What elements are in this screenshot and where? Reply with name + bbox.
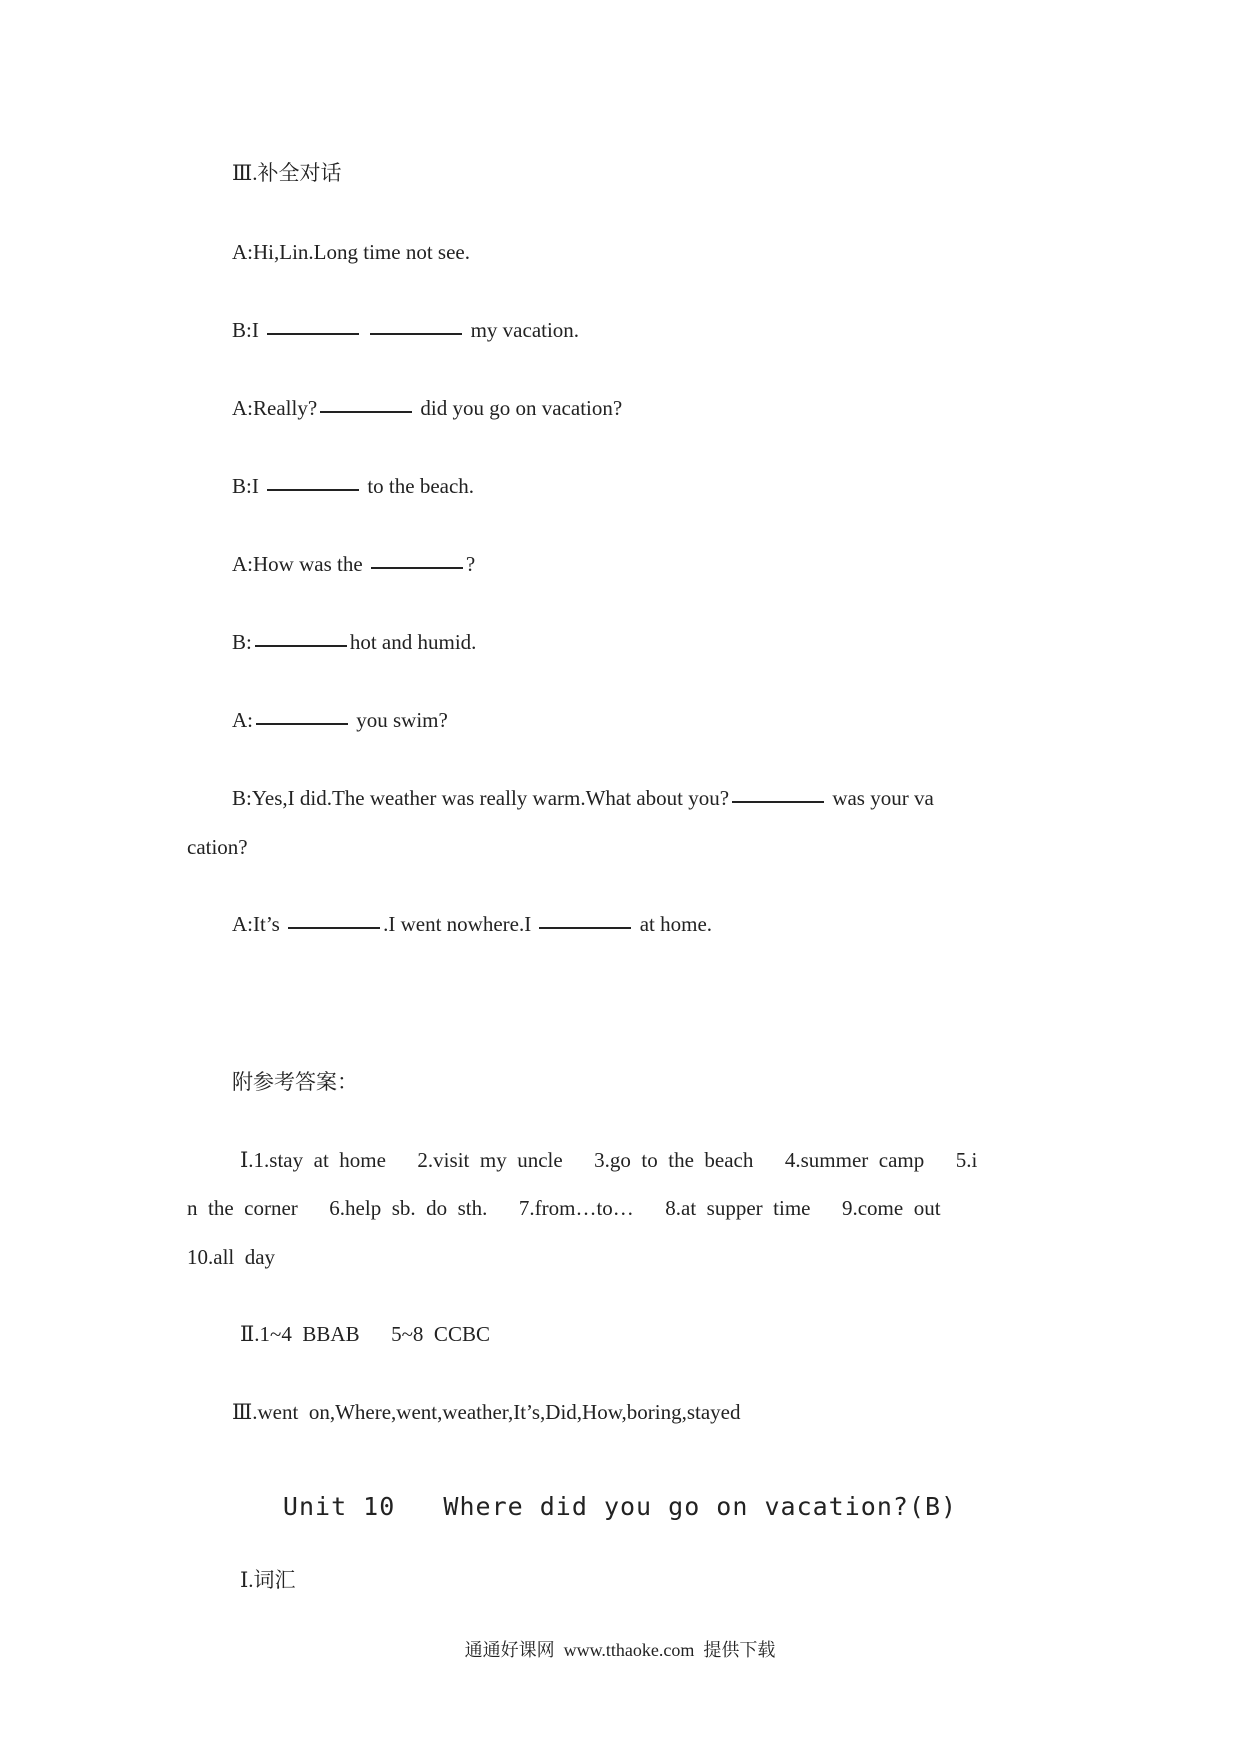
answers-part3: Ⅲ.went on,Where,went,weather,It’s,Did,How,boring,stayed [232,1400,741,1424]
dialogue-text: at home. [639,912,713,936]
dialogue-line-5 [232,554,475,575]
answers-part1-line3: 10.all day [187,1245,276,1269]
answer-blank [256,723,348,725]
answer-blank [371,567,463,569]
dialogue-line-1: A:Hi,Lin.Long time not see. [232,240,470,264]
answer-blank [320,411,412,413]
answer-blank [732,801,824,803]
dialogue-text: you swim? [356,708,448,732]
answer-blank [267,333,359,335]
dialogue-text: .I went nowhere.I [383,912,532,936]
answers-part1-line2: n the corner 6.help sb. do sth. 7.from…to… 8.at supper time 9.come out [187,1196,941,1220]
dialogue-text: ? [465,552,476,576]
dialogue-text: B:Yes,I did.The weather was really warm.What about you? [232,786,730,810]
dialogue-line-8 [232,788,934,809]
dialogue-text: hot and humid. [349,630,477,654]
answer-blank [255,645,347,647]
dialogue-text: B: [232,630,252,654]
answer-blank [370,333,462,335]
dialogue-line-9 [232,914,712,935]
answers-heading: 附参考答案： [232,1070,358,1094]
answers-part1-line1: Ⅰ.1.stay at home 2.visit my uncle 3.go to the beach 4.summer camp 5.i [240,1148,978,1172]
dialogue-text: was your va [832,786,934,810]
section-heading: Ⅰ.词汇 [240,1568,296,1592]
answer-blank [267,489,359,491]
dialogue-text: my vacation. [470,318,580,342]
answer-blank [288,927,380,929]
dialogue-text: did you go on vacation? [420,396,623,420]
page-footer: 通通好课网 www.tthaoke.com 提供下载 [464,1640,776,1660]
dialogue-text: A:It’s [232,912,280,936]
dialogue-text: A:Really? [232,396,318,420]
dialogue-line-6 [232,632,476,653]
dialogue-text: A: [232,708,253,732]
unit-title: Unit 10 Where did you go on vacation?(B) [282,1492,958,1521]
dialogue-text: B:I [232,318,259,342]
answers-part2: Ⅱ.1~4 BBAB 5~8 CCBC [240,1322,490,1346]
section-heading: Ⅲ.补全对话 [232,161,342,185]
dialogue-line-3 [232,398,622,419]
dialogue-text: A:How was the [232,552,363,576]
dialogue-line-2 [232,320,579,341]
dialogue-line-8-wrap: cation? [187,835,248,859]
dialogue-line-4 [232,476,474,497]
dialogue-text: to the beach. [367,474,475,498]
dialogue-text: B:I [232,474,259,498]
answer-blank [539,927,631,929]
dialogue-line-7 [232,710,448,731]
